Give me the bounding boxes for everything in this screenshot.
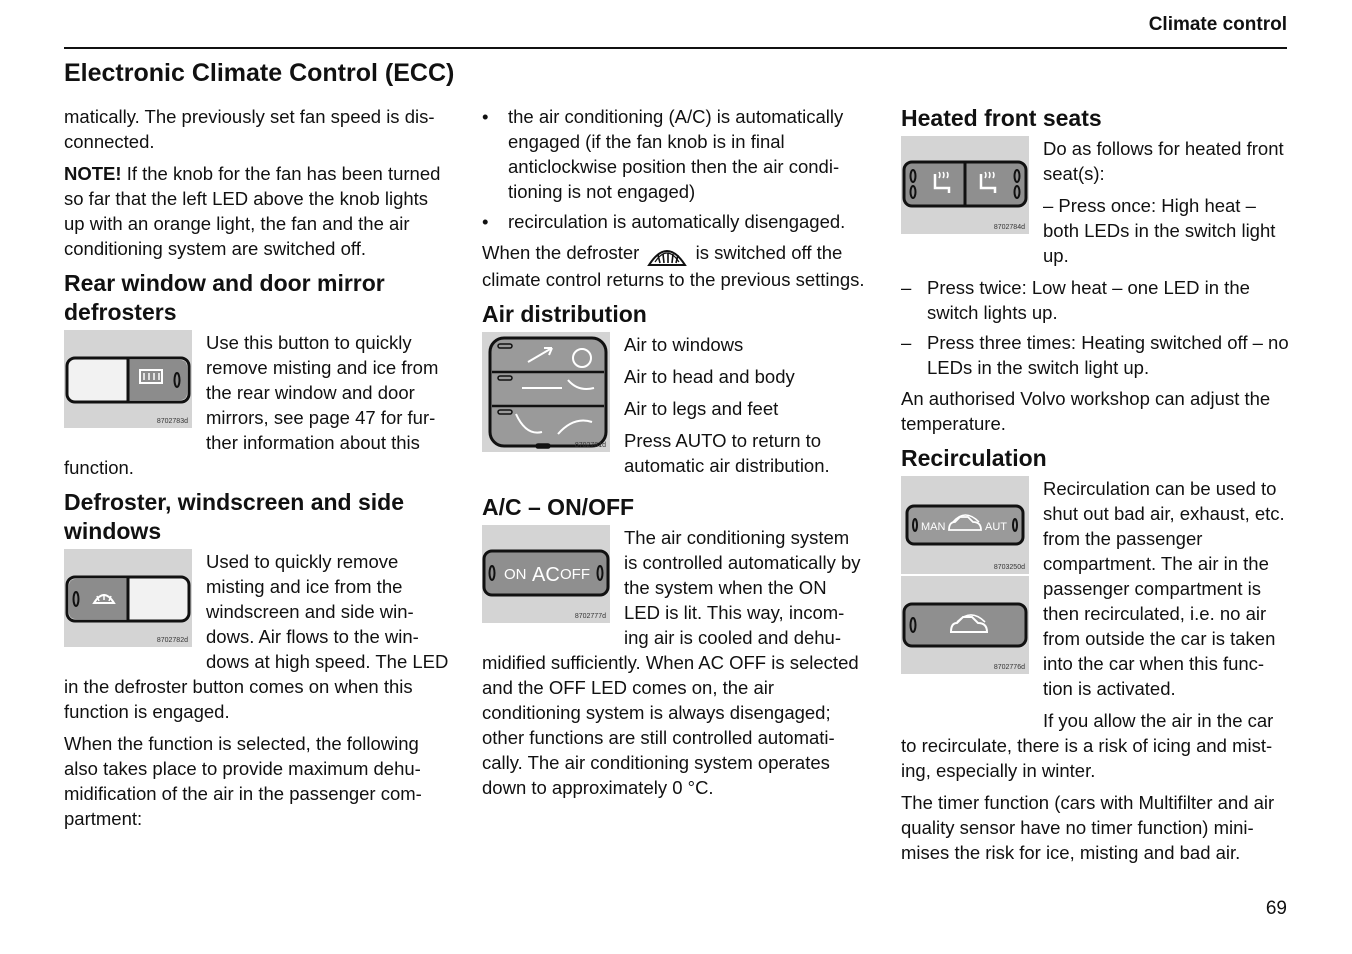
heated-seats-heading: Heated front seats (901, 105, 1102, 131)
air-image-code: 8702781d (574, 442, 606, 450)
note-text: If the knob for the fan has been turned so far that the left LED above the knob lights up with an orange light, the fan and the air conditioning system are switched off. (64, 163, 441, 259)
bullet-item (482, 104, 866, 204)
rear-image-code: 8702783d (156, 418, 188, 425)
air-distribution-heading: Air distribution (482, 301, 647, 328)
seats-step-text: Press twice: Low heat – one LED in the switch lights up. (927, 277, 1250, 323)
ac-heading: A/C – ON/OFF (482, 494, 635, 521)
air-distribution-buttons-image (482, 332, 610, 452)
column-right (901, 104, 1289, 872)
front-defroster-text: Used to quickly remove misting and ice from the windscreen and side win-dows. Air flows to the win-dows at high speed. The LED in the defroster button comes on when this function is engaged. (64, 551, 449, 722)
ac-on-label: ON (504, 566, 527, 584)
recirculation-auto-button-image (901, 476, 1029, 574)
page-number: 69 (1265, 898, 1287, 919)
defroster-icon (644, 241, 690, 267)
front-followup-text: When the function is selected, the following also takes place to provide maximum dehu-midification of the air in the passenger com-partment: (64, 733, 422, 829)
dash-mark: – (901, 332, 912, 353)
ac-block (482, 525, 866, 800)
heated-seats-text (1043, 136, 1289, 275)
bullet-text: the air conditioning (A/C) is automatically engaged (if the fan knob is in final anticlockwise position then the air condi-tioning is not engaged) (508, 106, 844, 202)
intro-paragraph: matically. The previously set fan speed is dis-connected. (64, 106, 435, 152)
bullet-item (482, 209, 866, 234)
recirc-image-code-1: 8703250d (993, 564, 1025, 571)
recirculation-images (901, 476, 1029, 674)
rear-defroster-heading: Rear window and door mirror defrosters (64, 270, 385, 325)
air-item-legs-feet: Air to legs and feet (624, 398, 779, 420)
defroster-text-a: When the defroster (482, 242, 645, 263)
recirc-man-label: MAN (921, 521, 946, 533)
ac-text: The air conditioning system is controlled automatically by the system when the ON LED is lit. This way, incom-ing air is cooled and dehu-midified sufficiently. When AC OFF is selected and the OFF LED comes on, the air conditioning system is always disengaged; other functions are still controlled automati-cally. The air conditioning system operates down to approximately 0 °C. (482, 527, 861, 799)
timer-paragraph: The timer function (cars with Multifilter and air quality sensor have no timer function) mini-mises the risk for ice, misting and bad air. (901, 792, 1275, 863)
rear-defroster-button-image (64, 330, 192, 428)
seats-step-item (901, 330, 1289, 380)
seats-step-once: – Press once: High heat – both LEDs in the switch light up. (1043, 195, 1276, 266)
recirculation-heading: Recirculation (901, 445, 1047, 471)
ac-button-image (482, 525, 610, 623)
recirculation-text: Recirculation can be used to shut out bad air, exhaust, etc. from the passenger compartment. The air in the passenger compartment is then recirculated, i.e. no air from outside the car is taken into the car when this func-tion is activated. (1043, 478, 1285, 699)
front-defroster-block (64, 549, 452, 724)
section-header: Climate control (1148, 14, 1287, 35)
bullet-mark: • (482, 211, 489, 232)
rear-defroster-text: Use this button to quickly remove misting and ice from the rear window and door mirrors, see page 47 for fur-ther information about this function. (64, 332, 439, 478)
defroster-off-paragraph (482, 240, 866, 292)
air-distribution-block (482, 332, 866, 485)
front-image-code: 8702782d (156, 637, 188, 644)
column-left (64, 104, 452, 838)
ac-bullet-list (482, 104, 866, 234)
heated-seats-button-image (901, 136, 1029, 234)
defroster-text-b: is switched off the climate control returns to the previous settings. (482, 242, 865, 291)
seats-step-text: Press three times: Heating switched off – no LEDs in the switch light up. (927, 332, 1289, 378)
air-item-auto: Press AUTO to return to automatic air distribution. (624, 430, 830, 477)
recirc-aut-label: AUT (985, 521, 1007, 533)
dash-mark: – (901, 277, 912, 298)
recirculation-warning (901, 708, 1289, 783)
note-label: NOTE! (64, 163, 122, 184)
ac-off-label: OFF (560, 566, 590, 584)
seats-step-item (901, 275, 1289, 325)
header-rule (64, 47, 1287, 49)
air-item-windows: Air to windows (624, 334, 744, 356)
bullet-mark: • (482, 106, 489, 127)
rear-defroster-block (64, 330, 452, 480)
seats-step-list (901, 275, 1289, 380)
air-item-head-body: Air to head and body (624, 366, 795, 388)
front-defroster-heading: Defroster, windscreen and side windows (64, 489, 405, 544)
air-distribution-text (624, 332, 866, 485)
bullet-text: recirculation is automatically disengaged. (508, 211, 846, 232)
front-defroster-button-image (64, 549, 192, 647)
note-paragraph (64, 161, 452, 261)
recirculation-warning-text: If you allow the air in the car to recirculate, there is a risk of icing and mist-ing, especially in winter. (901, 710, 1274, 781)
ac-label: AC (532, 564, 560, 587)
page-title: Electronic Climate Control (ECC) (64, 59, 455, 87)
recirc-image-code-2: 8702776d (993, 664, 1025, 671)
seats-workshop-text: An authorised Volvo workshop can adjust the temperature. (901, 388, 1271, 434)
column-middle (482, 104, 866, 800)
ac-image-code: 8702777d (574, 613, 606, 621)
recirculation-button-image (901, 576, 1029, 674)
seats-image-code: 8702784d (993, 224, 1025, 231)
recirculation-block (901, 476, 1289, 783)
seats-intro: Do as follows for heated front seat(s): (1043, 138, 1284, 184)
heated-seats-block (901, 136, 1289, 275)
